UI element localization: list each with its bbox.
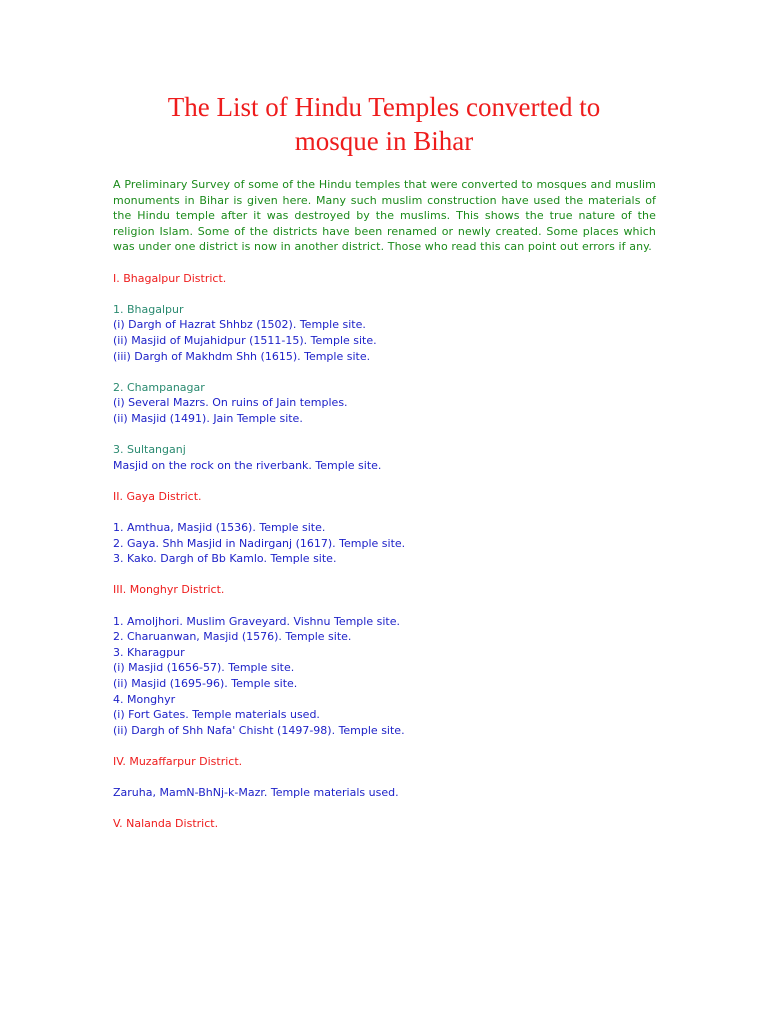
list-item: (ii) Masjid (1695-96). Temple site.: [113, 677, 298, 690]
page-title: [60, 90, 708, 158]
spacer: [113, 801, 656, 817]
spacer: [113, 770, 656, 786]
spacer: [113, 286, 656, 302]
list-item: 1. Amoljhori. Muslim Graveyard. Vishnu Temple site.: [113, 614, 400, 628]
list-item: (ii) Masjid (1491). Jain Temple site.: [113, 411, 303, 425]
list-item: 3. Kako. Dargh of Bb Kamlo. Temple site.: [113, 552, 337, 566]
subheading: 3. Sultanganj: [113, 443, 186, 457]
spacer: [113, 504, 656, 520]
list-item: 2. Gaya. Shh Masjid in Nadirganj (1617). Temple site.: [113, 536, 406, 550]
list-item: (iii) Dargh of Makhdm Shh (1615). Temple site.: [113, 349, 371, 363]
section-heading: I. Bhagalpur District.: [113, 271, 227, 285]
section-heading: IV. Muzaffarpur District.: [113, 754, 243, 768]
title-line-1: The List of Hindu Temples converted to: [167, 92, 601, 122]
intro-paragraph: A Preliminary Survey of some of the Hindu temples that were converted to mosques and muslim monuments in Bihar is given here. Many such muslim construction have used the materials of the Hindu temple after it was destroyed by the muslims. This shows the true nature of the religion Islam. Some of the districts have been renamed or newly created. Some places which was under one district is now in another district. Those who read this can point out errors if any.: [113, 178, 656, 254]
list-item: (ii) Dargh of Shh Nafa' Chisht (1497-98). Temple site.: [113, 723, 405, 737]
list-item: 3. Kharagpur: [113, 645, 185, 659]
spacer: [113, 473, 656, 489]
spacer: [113, 598, 656, 614]
spacer: [113, 364, 656, 380]
document-body: [113, 177, 656, 832]
list-item: 1. Amthua, Masjid (1536). Temple site.: [113, 521, 326, 535]
spacer: [113, 255, 656, 271]
list-item: Masjid on the rock on the riverbank. Temple site.: [113, 458, 382, 472]
list-item: (i) Masjid (1656-57). Temple site.: [113, 661, 295, 675]
list-item: (ii) Masjid of Mujahidpur (1511-15). Temple site.: [113, 333, 377, 347]
subheading: 2. Champanagar: [113, 380, 205, 394]
list-item: 2. Charuanwan, Masjid (1576). Temple site.: [113, 630, 352, 644]
spacer: [113, 427, 656, 443]
spacer: [113, 738, 656, 754]
subheading: 1. Bhagalpur: [113, 302, 184, 316]
list-item: Zaruha, MamN-BhNj-k-Mazr. Temple materials used.: [113, 786, 399, 800]
section-heading: V. Nalanda District.: [113, 817, 219, 831]
title-line-2: mosque in Bihar: [294, 126, 474, 156]
list-item: (i) Dargh of Hazrat Shhbz (1502). Temple site.: [113, 318, 366, 332]
section-heading: II. Gaya District.: [113, 489, 202, 503]
list-item: 4. Monghyr: [113, 692, 176, 706]
list-item: (i) Fort Gates. Temple materials used.: [113, 708, 320, 722]
spacer: [113, 567, 656, 583]
section-heading: III. Monghyr District.: [113, 583, 225, 597]
list-item: (i) Several Mazrs. On ruins of Jain temples.: [113, 396, 348, 410]
